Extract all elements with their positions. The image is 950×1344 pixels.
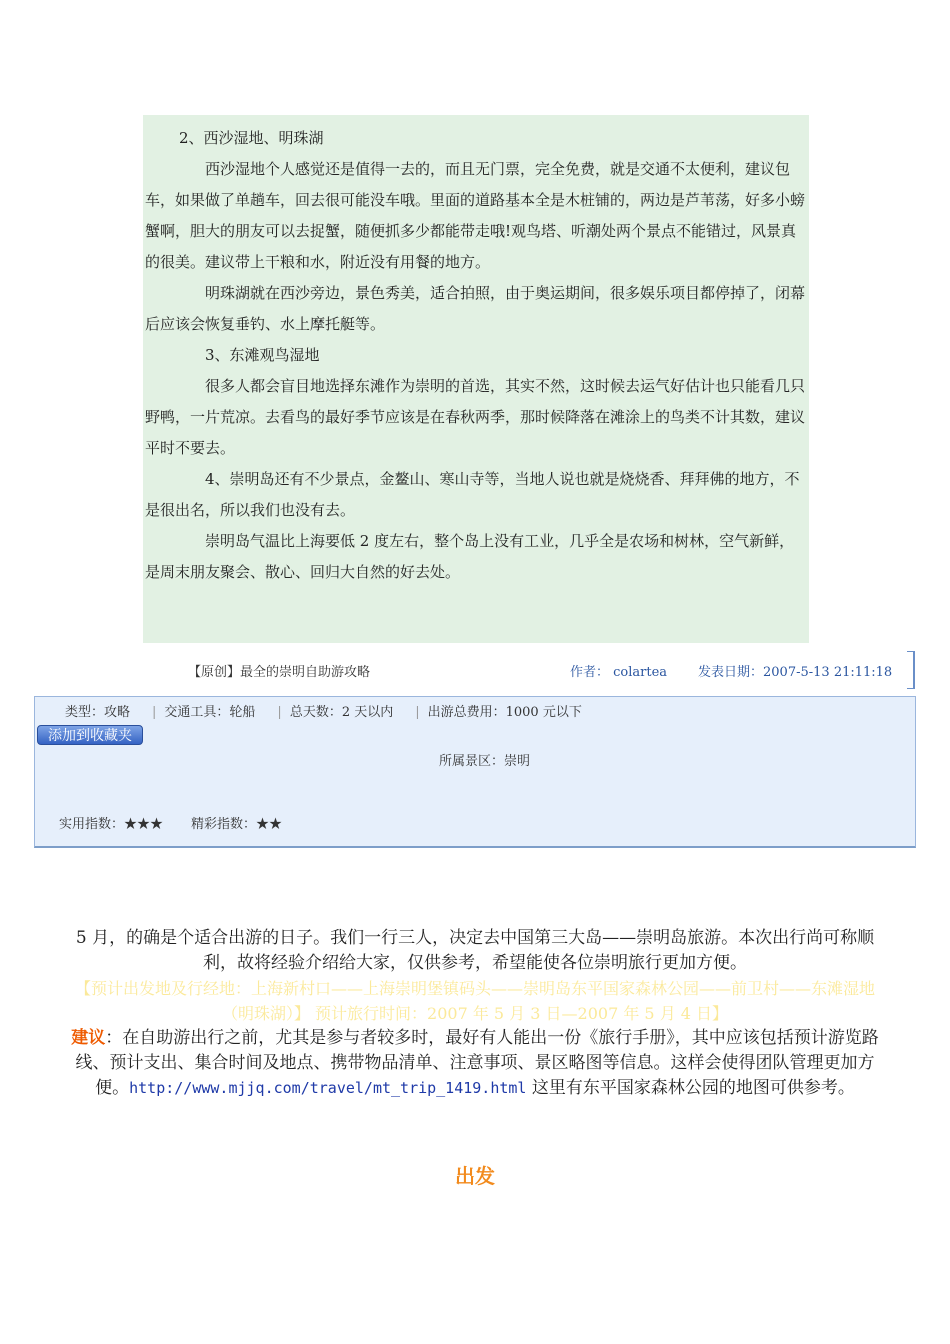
divider: | bbox=[152, 705, 157, 720]
map-link[interactable]: http://www.mjjq.com/travel/mt_trip_1419.html bbox=[129, 1079, 527, 1097]
scenic-area: 所属景区：崇明 bbox=[439, 754, 531, 769]
tip-label: 建议 bbox=[71, 1028, 106, 1048]
paragraph-mingzhu-lake: 明珠湖就在西沙旁边，景色秀美，适合拍照，由于奥运期间，很多娱乐项目都停掉了，闭幕后应该会恢复垂钓、水上摩托艇等。 bbox=[145, 284, 806, 333]
meta-bracket bbox=[907, 651, 915, 689]
intro-paragraph: 5 月，的确是个适合出游的日子。我们一行三人，决定去中国第三大岛——崇明岛旅游。本次出行尚可称顺利，故将经验介绍给大家，仅供参考，希望能使各位崇明旅行更加方便。 bbox=[75, 928, 875, 973]
main-content bbox=[60, 926, 890, 1101]
practical-rating: 实用指数：★★★ bbox=[59, 817, 164, 832]
tip-paragraph bbox=[60, 1026, 890, 1101]
article-author[interactable]: 作者： colartea bbox=[570, 665, 668, 680]
article-date: 发表日期：2007-5-13 21:11:18 bbox=[698, 665, 893, 680]
paragraph-xisha: 西沙湿地个人感觉还是值得一去的，而且无门票，完全免费，就是交通不太便利，建议包车，如果做了单趟车，回去很可能没车哦。里面的道路基本全是木桩铺的，两边是芦苇荡，好多小螃蟹啊，胆大的朋友可以去捉蟹，随便抓多少都能带走哦!观鸟塔、听潮处两个景点不能错过，风景真的很美。建议带上干粮和水，附近没有用餐的地方。 bbox=[145, 160, 806, 271]
tip-text: ：在自助游出行之前，尤其是参与者较多时，最好有人能出一份《旅行手册》，其中应该包括预计游览路线、预计支出、集合时间及地点、携带物品清单、注意事项、景区略图等信息。这样会使得团队管理更加方便。 bbox=[75, 1028, 879, 1098]
faint-itinerary: 【预计出发地及行经地：上海新村口——上海崇明堡镇码头——崇明岛东平国家森林公园——前卫村——东滩湿地（明珠湖）】 预计旅行时间：2007 年 5 月 3 日—2007 年 5 月 4 日】 bbox=[74, 979, 875, 1023]
trip-days: 总天数：2 天以内 bbox=[289, 705, 394, 720]
article-title[interactable]: 【原创】最全的崇明自助游攻略 bbox=[188, 665, 371, 680]
trip-cost: 出游总费用：1000 元以下 bbox=[427, 705, 582, 720]
divider: | bbox=[415, 705, 420, 720]
article-meta bbox=[140, 655, 915, 687]
trip-type: 类型：攻略 bbox=[65, 705, 131, 720]
trip-info-row bbox=[65, 701, 582, 720]
map-link-note: 这里有东平国家森林公园的地图可供参考。 bbox=[526, 1078, 855, 1098]
paragraph-other-sights: 4、崇明岛还有不少景点，金鳌山、寒山寺等，当地人说也就是烧烧香、拜拜佛的地方，不是很出名，所以我们也没有去。 bbox=[145, 470, 800, 519]
article-body bbox=[143, 115, 809, 643]
trip-transport: 交通工具：轮船 bbox=[164, 705, 256, 720]
ratings bbox=[59, 813, 282, 832]
depart-heading: 出发 bbox=[455, 1164, 495, 1188]
trip-info-panel bbox=[34, 696, 916, 848]
divider: | bbox=[277, 705, 282, 720]
paragraph-dongtan: 很多人都会盲目地选择东滩作为崇明的首选，其实不然，这时候去运气好估计也只能看几只野鸭，一片荒凉。去看鸟的最好季节应该是在春秋两季，那时候降落在滩涂上的鸟类不计其数，建议平时不要去。 bbox=[145, 377, 806, 457]
exciting-rating: 精彩指数：★★ bbox=[191, 817, 283, 832]
paragraph-climate: 崇明岛气温比上海要低 2 度左右，整个岛上没有工业，几乎全是农场和树林，空气新鲜，是周末朋友聚会、散心、回归大自然的好去处。 bbox=[145, 532, 795, 581]
add-to-favorites-button[interactable]: 添加到收藏夹 bbox=[37, 725, 143, 745]
section-heading-2: 2、西沙湿地、明珠湖 bbox=[179, 129, 324, 147]
section-heading-3: 3、东滩观鸟湿地 bbox=[205, 346, 320, 364]
